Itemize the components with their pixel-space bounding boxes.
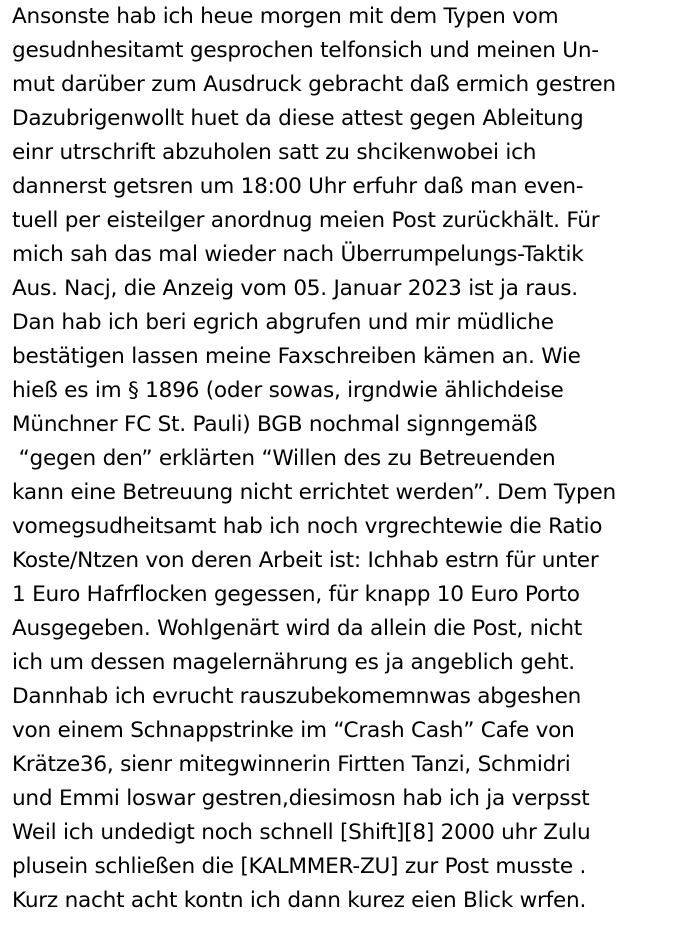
- text-line: ich um dessen magelernährung es ja angeblich geht.: [12, 650, 575, 675]
- text-line: gesudnhesitamt gesprochen telfonsich und meinen Un-: [12, 38, 599, 63]
- text-line: Aus. Nacj, die Anzeig vom 05. Januar 2023 ist ja raus.: [12, 276, 578, 301]
- text-line: hieß es im § 1896 (oder sowas, irgndwie ählichdeise: [12, 378, 564, 403]
- text-line: “gegen den” erklärten “Willen des zu Betreuenden: [12, 446, 556, 471]
- text-line: Weil ich undedigt noch schnell [Shift][8] 2000 uhr Zulu: [12, 820, 591, 845]
- text-line: vomegsudheitsamt hab ich noch vrgrechtewie die Ratio: [12, 514, 603, 539]
- text-line: kann eine Betreuung nicht errichtet werden”. Dem Typen: [12, 480, 616, 505]
- text-line: tuell per eisteilger anordnug meien Post zurückhält. Für: [12, 208, 600, 233]
- text-line: Ausgegeben. Wohlgenärt wird da allein die Post, nicht: [12, 616, 583, 641]
- document-page: [12, 0, 680, 940]
- text-line: Münchner FC St. Pauli) BGB nochmal signngemäß: [12, 412, 538, 437]
- text-line: Dannhab ich evrucht rauszubekomemnwas abgeshen: [12, 684, 582, 709]
- text-line: Dazubrigenwollt huet da diese attest gegen Ableitung: [12, 106, 584, 131]
- text-line: von einem Schnappstrinke im “Crash Cash” Cafe von: [12, 718, 575, 743]
- text-line: dannerst getsren um 18:00 Uhr erfuhr daß man even-: [12, 174, 584, 199]
- text-line: bestätigen lassen meine Faxschreiben kämen an. Wie: [12, 344, 581, 369]
- text-line: Kurz nacht acht kontn ich dann kurez eien Blick wrfen.: [12, 888, 587, 913]
- text-line: Dan hab ich beri egrich abgrufen und mir müdliche: [12, 310, 554, 335]
- text-line: plusein schließen die [KALMMER-ZU] zur Post musste .: [12, 854, 587, 879]
- text-line: Krätze36, sienr mitegwinnerin Firtten Tanzi, Schmidri: [12, 752, 571, 777]
- text-line: mich sah das mal wieder nach Überrumpelungs-Taktik: [12, 242, 584, 267]
- text-line: Ansonste hab ich heue morgen mit dem Typen vom: [12, 4, 559, 29]
- text-line: mut darüber zum Ausdruck gebracht daß ermich gestren: [12, 72, 616, 97]
- text-line: Koste/Ntzen von deren Arbeit ist: Ichhab estrn für unter: [12, 548, 599, 573]
- text-line: einr utrschrift abzuholen satt zu shcikenwobei ich: [12, 140, 537, 165]
- text-line: und Emmi loswar gestren,diesimosn hab ich ja verpsst: [12, 786, 590, 811]
- text-line: 1 Euro Hafrflocken gegessen, für knapp 10 Euro Porto: [12, 582, 580, 607]
